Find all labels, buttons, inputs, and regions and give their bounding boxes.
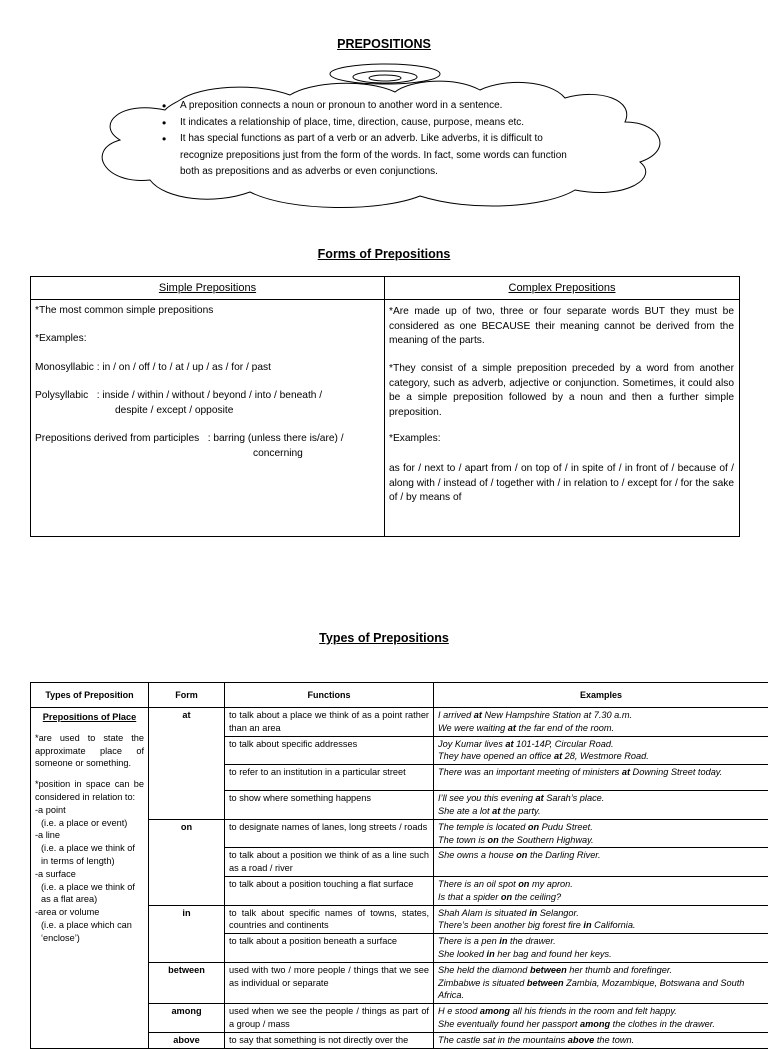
example-text: 28, Westmore Road.: [562, 751, 649, 761]
place-item-note: (i.e. a place or event): [35, 817, 144, 830]
intro-bullet-list: [160, 98, 580, 181]
place-description-cell: [31, 708, 149, 1049]
example-text: I’ll see you this evening: [438, 793, 536, 803]
function-cell: used with two / more people / things that we see as individual or separate: [225, 962, 434, 1003]
example-text: Pudu Street.: [539, 822, 593, 832]
example-text: She owns a house: [438, 850, 516, 860]
form-cell: between: [149, 962, 225, 1003]
function-cell: to say that something is not directly over the: [225, 1032, 434, 1048]
place-item: -area or volume: [35, 906, 144, 919]
function-cell: to refer to an institution in a particular street: [225, 765, 434, 791]
simple-poly: Polysyllabic : inside / within / without / beyond / into / beneath /: [35, 390, 322, 401]
function-cell: to talk about a place we think of as a point rather than an area: [225, 708, 434, 737]
simple-poly-cont: despite / except / opposite: [115, 405, 233, 416]
example-text: She looked: [438, 949, 487, 959]
example-text: She held the diamond: [438, 965, 530, 975]
complex-line: *They consist of a simple preposition preceded by a word from another category, such as adverb, adjective or conjunction. Sometimes, it could also be a simple preposition followed by a noun and then a further simple preposition.: [389, 362, 734, 420]
example-keyword: at: [505, 739, 513, 749]
example-text: the party.: [500, 806, 540, 816]
example-line: [438, 878, 764, 891]
form-cell: at: [149, 708, 225, 820]
example-text: Joy Kumar lives: [438, 739, 505, 749]
example-line: [438, 907, 764, 920]
types-header: Form: [149, 683, 225, 708]
function-cell: to talk about a position touching a flat surface: [225, 876, 434, 905]
example-text: The town is: [438, 835, 488, 845]
example-text: Zambia, Mozambique, Botswana and South Africa.: [438, 978, 744, 1001]
function-cell: to designate names of lanes, long streets / roads: [225, 819, 434, 848]
example-text: H e stood: [438, 1006, 480, 1016]
example-keyword: at: [554, 751, 562, 761]
example-text: her bag and found her keys.: [495, 949, 612, 959]
example-cell: [434, 791, 768, 820]
place-item-note: (i.e. a place which can ‘enclose’): [35, 919, 144, 945]
example-cell: [434, 905, 768, 934]
example-keyword: in: [583, 920, 591, 930]
example-line: [438, 1018, 764, 1031]
example-cell: [434, 848, 768, 877]
simple-participles-cont: concerning: [253, 448, 303, 459]
example-line: [438, 834, 764, 847]
intro-bullet: • It has special functions as part of a verb or an adverb. Like adverbs, it is difficult to recognize prepositions just from the form of the words. In fact, some words can function both as prepositions and as adverbs or even conjunctions.: [160, 131, 580, 181]
example-keyword: between: [530, 965, 567, 975]
example-line: [438, 722, 764, 735]
example-keyword: on: [516, 850, 527, 860]
types-header: Functions: [225, 683, 434, 708]
example-cell: [434, 1032, 768, 1048]
example-text: She ate a lot: [438, 806, 492, 816]
example-line: [438, 964, 764, 977]
example-keyword: at: [474, 710, 482, 720]
example-line: [438, 948, 764, 961]
example-keyword: in: [487, 949, 495, 959]
example-cell: [434, 765, 768, 791]
form-cell: in: [149, 905, 225, 962]
simple-line: *The most common simple prepositions: [35, 305, 213, 316]
example-text: The temple is located: [438, 822, 528, 832]
function-cell: to talk about specific names of towns, states, countries and continents: [225, 905, 434, 934]
example-line: [438, 805, 764, 818]
example-text: Downing Street today.: [630, 767, 722, 777]
page-title: PREPOSITIONS: [0, 37, 768, 51]
example-line: [438, 766, 764, 779]
complex-examples: as for / next to / apart from / on top of / in spite of / in front of / because of / along with / instead of / together with / in relation to / except for / for the sake of / by means of: [389, 462, 734, 506]
function-cell: used when we see the people / things as part of a group / mass: [225, 1004, 434, 1033]
function-cell: to talk about a position we think of as a line such as a road / river: [225, 848, 434, 877]
types-row: [31, 708, 768, 737]
example-keyword: at: [508, 723, 516, 733]
example-line: [438, 738, 764, 751]
example-keyword: at: [492, 806, 500, 816]
example-line: [438, 935, 764, 948]
simple-mono: Monosyllabic : in / on / off / to / at / up / as / for / past: [35, 362, 271, 373]
forms-table: [30, 276, 740, 537]
example-text: Is that a spider: [438, 892, 501, 902]
function-cell: to show where something happens: [225, 791, 434, 820]
complex-line: *Are made up of two, three or four separate words BUT they must be considered as one BECAUSE their meaning cannot be derived from the meaning of the parts.: [389, 305, 734, 349]
example-keyword: on: [518, 879, 529, 889]
example-keyword: on: [528, 822, 539, 832]
example-text: the ceiling?: [512, 892, 561, 902]
example-line: [438, 849, 764, 862]
types-header: Types of Preposition: [31, 683, 149, 708]
example-keyword: in: [499, 936, 507, 946]
example-cell: [434, 819, 768, 848]
place-heading: Prepositions of Place: [35, 711, 144, 724]
form-cell: on: [149, 819, 225, 905]
example-text: There’s been another big forest fire: [438, 920, 583, 930]
place-item-note: (i.e. a place we think of in terms of length): [35, 842, 144, 868]
simple-header: Simple Prepositions: [31, 277, 385, 300]
example-keyword: on: [488, 835, 499, 845]
example-text: her thumb and forefinger.: [567, 965, 672, 975]
complex-line: *Examples:: [389, 433, 441, 444]
example-keyword: at: [622, 767, 630, 777]
types-table: [30, 682, 768, 1049]
example-text: Selangor.: [537, 908, 579, 918]
example-line: [438, 792, 764, 805]
example-line: [438, 1005, 764, 1018]
example-keyword: among: [580, 1019, 610, 1029]
example-text: the Darling River.: [527, 850, 600, 860]
example-text: The castle sat in the mountains: [438, 1035, 568, 1045]
example-keyword: in: [529, 908, 537, 918]
example-text: Zimbabwe is situated: [438, 978, 527, 988]
place-item-note: (i.e. a place we think of as a flat area): [35, 881, 144, 907]
example-line: [438, 891, 764, 904]
example-text: Shah Alam is situated: [438, 908, 529, 918]
example-text: There is a pen: [438, 936, 499, 946]
form-cell: above: [149, 1032, 225, 1048]
example-line: [438, 750, 764, 763]
example-text: the drawer.: [507, 936, 555, 946]
example-text: There was an important meeting of ministers: [438, 767, 622, 777]
example-text: She eventually found her passport: [438, 1019, 580, 1029]
example-line: [438, 919, 764, 932]
example-text: Sarah’s place.: [544, 793, 605, 803]
forms-title: Forms of Prepositions: [0, 247, 768, 261]
simple-line: *Examples:: [35, 333, 87, 344]
example-text: the Southern Highway.: [499, 835, 594, 845]
complex-cell: [385, 300, 739, 536]
function-cell: to talk about a position beneath a surface: [225, 934, 434, 963]
intro-bullet: • A preposition connects a noun or pronoun to another word in a sentence.: [160, 98, 580, 115]
function-cell: to talk about specific addresses: [225, 736, 434, 765]
place-item: -a surface: [35, 868, 144, 881]
complex-header: Complex Prepositions: [385, 277, 740, 300]
intro-bullet: • It indicates a relationship of place, time, direction, cause, purpose, means etc.: [160, 115, 580, 132]
example-text: California.: [592, 920, 636, 930]
example-keyword: at: [536, 793, 544, 803]
types-header: Examples: [434, 683, 768, 708]
example-cell: [434, 876, 768, 905]
simple-participles: Prepositions derived from participles : barring (unless there is/are) /: [35, 433, 344, 444]
example-line: [438, 821, 764, 834]
example-text: There is an oil spot: [438, 879, 518, 889]
form-cell: among: [149, 1004, 225, 1033]
types-title: Types of Prepositions: [0, 631, 768, 645]
example-text: I arrived: [438, 710, 474, 720]
example-text: all his friends in the room and felt happy.: [510, 1006, 677, 1016]
simple-cell: [31, 300, 384, 536]
example-keyword: between: [527, 978, 564, 988]
example-cell: [434, 962, 768, 1003]
example-keyword: above: [568, 1035, 595, 1045]
example-line: [438, 977, 764, 1003]
example-cell: [434, 708, 768, 737]
example-cell: [434, 1004, 768, 1033]
example-line: [438, 709, 764, 722]
example-cell: [434, 934, 768, 963]
example-text: New Hampshire Station at 7.30 a.m.: [482, 710, 632, 720]
example-keyword: on: [501, 892, 512, 902]
example-keyword: among: [480, 1006, 510, 1016]
example-text: We were waiting: [438, 723, 508, 733]
place-item: -a point: [35, 804, 144, 817]
example-text: the town.: [594, 1035, 634, 1045]
example-text: my apron.: [529, 879, 572, 889]
example-line: [438, 1034, 764, 1047]
example-text: the far end of the room.: [516, 723, 614, 733]
place-item: -a line: [35, 829, 144, 842]
example-text: the clothes in the drawer.: [610, 1019, 715, 1029]
place-desc: *are used to state the approximate place of someone or something.: [35, 732, 144, 770]
example-cell: [434, 736, 768, 765]
example-text: 101-14P, Circular Road.: [514, 739, 614, 749]
example-text: They have opened an office: [438, 751, 554, 761]
place-desc: *position in space can be considered in relation to:: [35, 778, 144, 804]
